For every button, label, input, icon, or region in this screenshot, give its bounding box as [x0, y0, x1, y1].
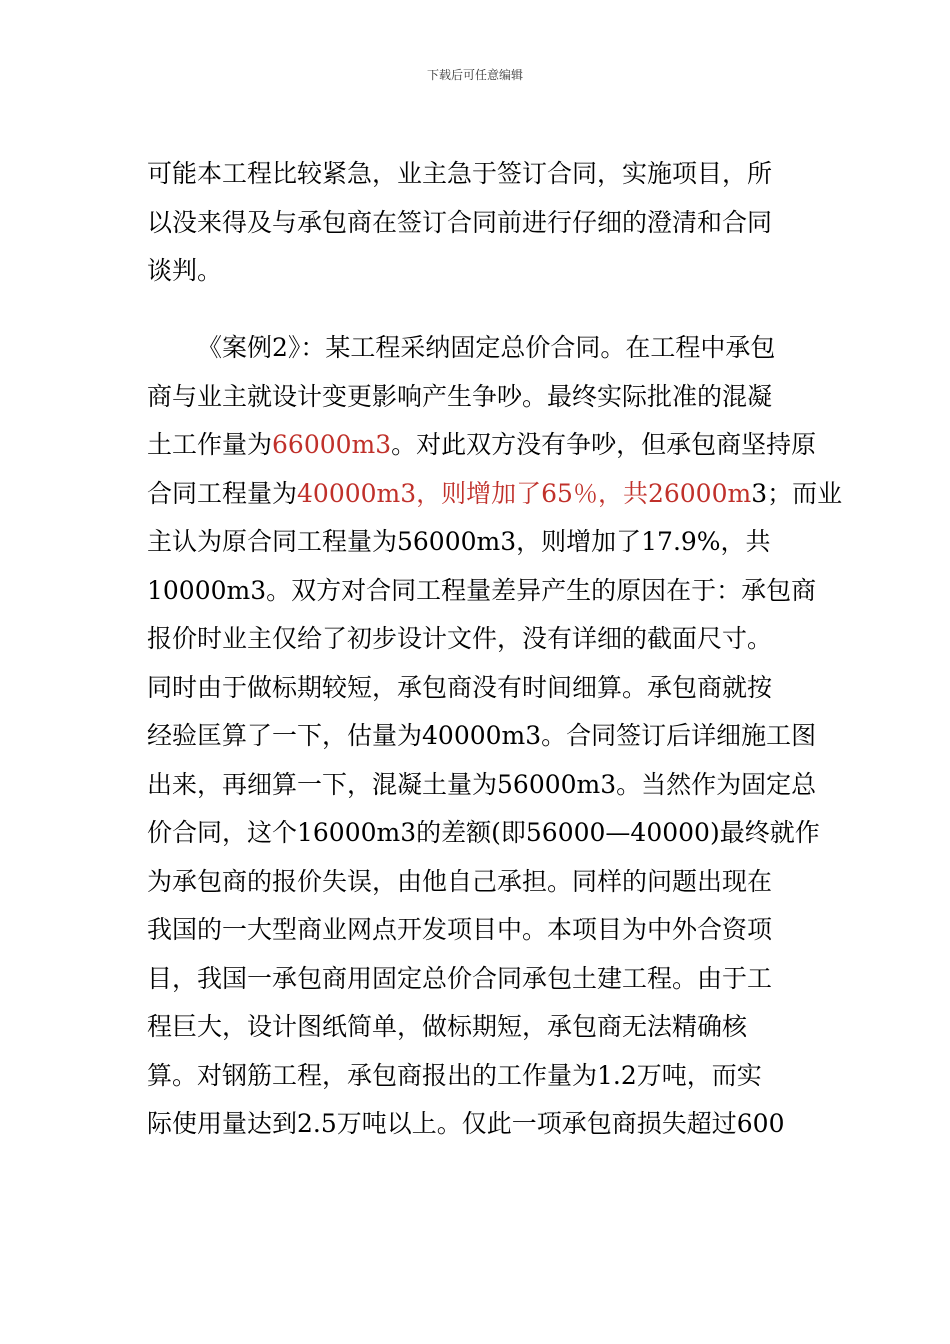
- text-line: 以没来得及与承包商在签订合同前进行仔细的澄清和合同: [147, 207, 773, 237]
- text-line: 《案例2》：某工程采纳固定总价合同。在工程中承包: [197, 333, 776, 362]
- text-segment: 合同工程量为: [147, 478, 298, 508]
- text-line: 报价时业主仅给了初步设计文件，没有详细的截面尺寸。: [147, 624, 773, 653]
- paragraph-1: [147, 150, 807, 296]
- text-line: 际使用量达到2.5万吨以上。仅此一项承包商损失超过600: [147, 1109, 785, 1138]
- text-line: 主认为原合同工程量为56000m3，则增加了17.9%，共: [147, 527, 771, 556]
- text-line: 目，我国一承包商用固定总价合同承包土建工程。由于工: [147, 963, 773, 993]
- text-line: 商与业主就设计变更影响产生争吵。最终实际批准的混凝: [147, 381, 773, 411]
- text-line: [147, 421, 817, 470]
- text-line: 算。对钢筋工程，承包商报出的工作量为1.2万吨，而实: [147, 1060, 762, 1090]
- text-line: 可能本工程比较紧急，业主急于签订合同，实施项目，所: [147, 159, 773, 188]
- text-line: 价合同，这个16000m3的差额(即56000—40000)最终就作: [147, 818, 820, 847]
- highlighted-quantity: 40000m3，则增加了65％，共26000m: [297, 478, 752, 508]
- text-line: [147, 470, 843, 519]
- highlighted-quantity: 66000m3: [272, 430, 392, 459]
- text-line: 同时由于做标期较短，承包商没有时间细算。承包商就按: [147, 672, 773, 702]
- page-header: 下载后可任意编辑: [426, 68, 523, 82]
- text-line: 经验匡算了一下，估量为40000m3。合同签订后详细施工图: [147, 721, 817, 750]
- text-line: 10000m3。双方对合同工程量差异产生的原因在于：承包商: [147, 575, 817, 605]
- text-line: 谈判。: [147, 256, 223, 285]
- text-line: 我国的一大型商业网点开发项目中。本项目为中外合资项: [147, 915, 773, 944]
- paragraph-case-2: [147, 324, 843, 1149]
- text-segment: 3；而业: [751, 478, 843, 508]
- text-segment: 。对此双方没有争吵，但承包商坚持原: [391, 430, 817, 459]
- text-line: 程巨大，设计图纸简单，做标期短，承包商无法精确核: [147, 1012, 748, 1041]
- text-line: 为承包商的报价失误，由他自己承担。同样的问题出现在: [147, 866, 773, 896]
- text-segment: 土工作量为: [147, 430, 273, 459]
- text-line: 出来，再细算一下，混凝土量为56000m3。当然作为固定总: [147, 769, 817, 799]
